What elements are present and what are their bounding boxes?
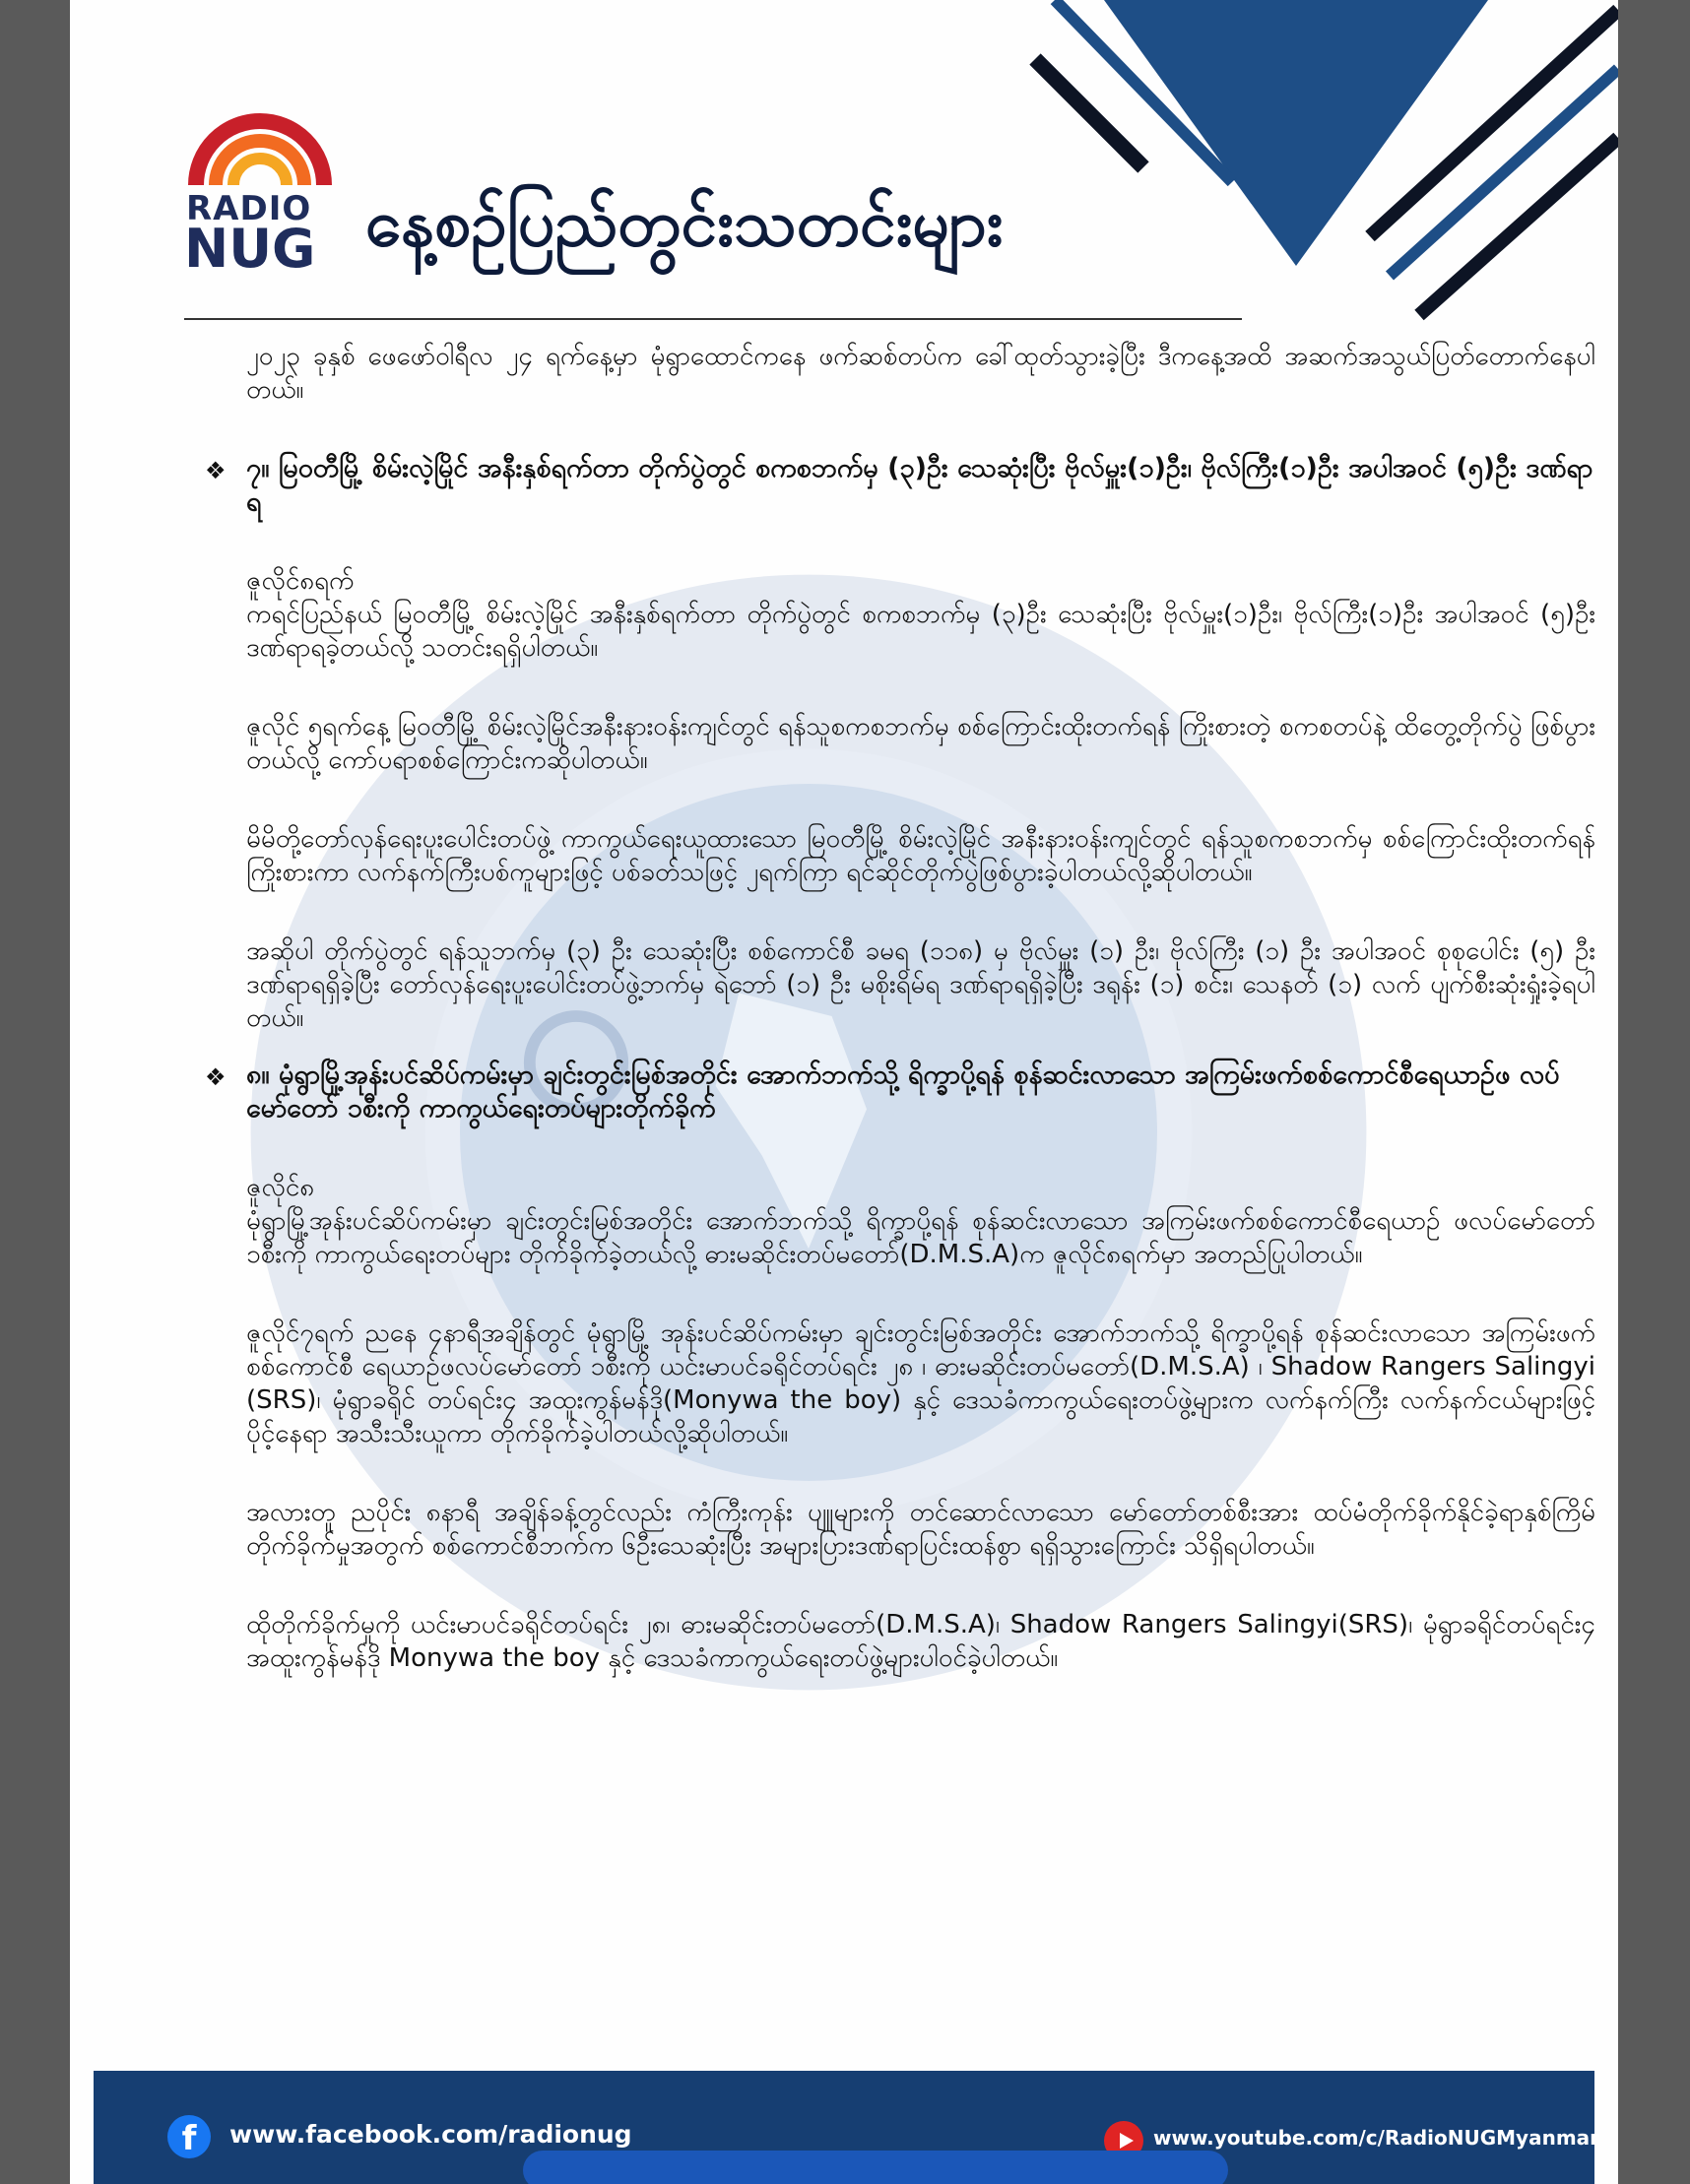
story-7-paragraph-2: ဇူလိုင် ၅ရက်နေ့ မြဝတီမြို့ စိမ်းလဲ့မြိုင်အနီးနားဝန်းကျင်တွင် ရန်သူစကစဘက်မှ စစ်ကြောင်းထိုးတက်ရန် ကြိုးစားတဲ့ စကစတပ်နဲ့ ထိတွေ့တိုက်ပွဲ ဖြစ်ပွားတယ်လို့ ကော်ပရာစစ်ကြောင်းကဆိုပါတယ်။ [246,712,1595,775]
story-8-heading: ၈။ မုံရွာမြို့အုန်းပင်ဆိပ်ကမ်းမှာ ချင်းတွင်းမြစ်အတိုင်း အောက်ဘက်သို့ ရိက္ခာပို့ရန် စုန်ဆင်းလာသော အကြမ်းဖက်စစ်ကောင်စီရေယာဉ်ဖ လပ်မော်တော် ၁စီးကို ကာကွယ်ရေးတပ်များတိုက်ခိုက် [246,1060,1560,1124]
bullet-icon: ❖ [205,457,227,484]
news-content [205,340,1595,1675]
title-divider [184,318,1242,320]
youtube-link[interactable]: www.youtube.com/c/RadioNUGMyanmar [1153,2126,1600,2150]
facebook-icon[interactable]: f [167,2115,211,2158]
story-heading [205,1059,1595,1125]
story-8-date: ဇူလိုင်၈ [246,1173,315,1202]
story-8-paragraph-4: ထိုတိုက်ခိုက်မှုကို ယင်းမာပင်ခရိုင်တပ်ရင်း ၂၈၊ ဓားမဆိုင်းတပ်မတော်(D.M.S.A)၊ Shadow Rangers Salingyi(SRS)၊ မုံရွာခရိုင်တပ်ရင်း၄ အထူးကွန်မန်ဒို Monywa the boy နှင့် ဒေသခံကာကွယ်ရေးတပ်ဖွဲ့များပါဝင်ခဲ့ပါတယ်။ [246,1610,1595,1673]
facebook-link[interactable]: www.facebook.com/radionug [229,2120,632,2149]
page-title: နေ့စဉ်ပြည်တွင်းသတင်းများ [365,185,1004,261]
story-heading [205,452,1595,519]
header-decoration [956,0,1618,325]
story-7-paragraph-4: အဆိုပါ တိုက်ပွဲတွင် ရန်သူဘက်မှ (၃) ဦး သေဆုံးပြီး စစ်ကောင်စီ ခမရ (၁၁၈) မှ ဗိုလ်မှူး (၁) ဦး၊ ဗိုလ်ကြီး (၁) ဦး အပါအဝင် စုစုပေါင်း (၅) ဦး ဒဏ်ရာရရှိခဲ့ပြီး တော်လှန်ရေးပူးပေါင်းတပ်ဖွဲ့ဘက်မှ ရဲဘော် (၁) ဦး မစိုးရိမ်ရ ဒဏ်ရာရရှိခဲ့ပြီး ဒရုန်း (၁) စင်း၊ သေနတ် (၁) လက် ပျက်စီးဆုံးရှုံးခဲ့ရပါတယ်။ [246,936,1595,1033]
story-8-paragraph-3: အလားတူ ညပိုင်း ၈နာရီ အချိန်ခန့်တွင်လည်း ကံကြီးကုန်း ပျူများကို တင်ဆောင်လာသော မော်တော်တစ်စီးအား ထပ်မံတိုက်ခိုက်နိုင်ခဲ့ရာနှစ်ကြိမ်တိုက်ခိုက်မှုအတွက် စစ်ကောင်စီဘက်က ၆ဦးသေဆုံးပြီး အများပြားဒဏ်ရာပြင်းထန်စွာ ရရှိသွားကြောင်း သိရှိရပါတယ်။ [246,1498,1595,1561]
story-8-paragraph-2: ဇူလိုင်၇ရက် ညနေ ၄နာရီအချိန်တွင် မုံရွာမြို့ အုန်းပင်ဆိပ်ကမ်းမှာ ချင်းတွင်းမြစ်အတိုင်း အောက်ဘက်သို့ ရိက္ခာပို့ရန် စုန်ဆင်းလာသော အကြမ်းဖက်စစ်ကောင်စီ ရေယာဉ်ဖလပ်မော်တော် ၁စီးကို ယင်းမာပင်ခရိုင်တပ်ရင်း ၂၈ ၊ ဓားမဆိုင်းတပ်မတော်(D.M.S.A) ၊ Shadow Rangers Salingyi (SRS)၊ မုံရွာခရိုင် တပ်ရင်း၄ အထူးကွန်မန်ဒို(Monywa the boy) နှင့် ဒေသခံကာကွယ်ရေးတပ်ဖွဲ့များက လက်နက်ကြီး လက်နက်ငယ်များဖြင့် ပိုင့်နေရာ အသီးသီးယူကာ တိုက်ခိုက်ခဲ့ပါတယ်လို့ဆိုပါတယ်။ [246,1318,1595,1448]
story-7-heading: ၇။ မြဝတီမြို့ စိမ်းလဲ့မြိုင် အနီးနှစ်ရက်တာ တိုက်ပွဲတွင် စကစဘက်မှ (၃)ဦး သေဆုံးပြီး ဗိုလ်မှူး(၁)ဦး၊ ဗိုလ်ကြီး(၁)ဦး အပါအဝင် (၅)ဦး ဒဏ်ရာရ [246,453,1593,517]
news-page [70,0,1618,2184]
bullet-icon: ❖ [205,1063,227,1091]
story-8-paragraph-1: မုံရွာမြို့အုန်းပင်ဆိပ်ကမ်းမှာ ချင်းတွင်းမြစ်အတိုင်း အောက်ဘက်သို့ ရိက္ခာပို့ရန် စုန်ဆင်းလာသော အကြမ်းဖက်စစ်ကောင်စီရေယာဉ် ဖလပ်မော်တော် ၁စီးကို ကာကွယ်ရေးတပ်များ တိုက်ခိုက်ခဲ့တယ်လို့ ဓားမဆိုင်းတပ်မတော်(D.M.S.A)က ဇူလိုင်၈ရက်မှာ အတည်ပြုပါတယ်။ [246,1206,1595,1269]
logo-radio-text: RADIO [186,189,312,228]
story-7-date: ဇူလိုင်၈ရက် [246,566,355,596]
story-7-paragraph-3: မိမိတို့တော်လှန်ရေးပူးပေါင်းတပ်ဖွဲ့ ကာကွယ်ရေးယူထားသော မြဝတီမြို့ စိမ်းလဲ့မြိုင် အနီးနားဝန်းကျင်တွင် ရန်သူစကစဘက်မှ စစ်ကြောင်းထိုးတက်ရန်ကြိုးစားကာ လက်နက်ကြီးပစ်ကူများဖြင့် ပစ်ခတ်သဖြင့် ၂ရက်ကြာ ရင်ဆိုင်တိုက်ပွဲဖြစ်ပွားခဲ့ပါတယ်လို့ဆိုပါတယ်။ [246,824,1595,887]
logo-nug-text: NUG [184,218,316,280]
intro-paragraph: ၂၀၂၃ ခုနှစ် ဖေဖော်ဝါရီလ ၂၄ ရက်နေ့မှာ မုံရွာထောင်ကနေ ဖက်ဆစ်တပ်က ခေါ်ထုတ်သွားခဲ့ပြီး ဒီကနေ့အထိ အဆက်အသွယ်ပြတ်တောက်နေပါတယ်။ [246,342,1595,405]
story-7-paragraph-1: ကရင်ပြည်နယ် မြဝတီမြို့ စိမ်းလဲ့မြိုင် အနီးနှစ်ရက်တာ တိုက်ပွဲတွင် စကစဘက်မှ (၃)ဦး သေဆုံးပြီး ဗိုလ်မှူး(၁)ဦး၊ ဗိုလ်ကြီး(၁)ဦး အပါအဝင် (၅)ဦး ဒဏ်ရာရခဲ့တယ်လို့ သတင်းရရှိပါတယ်။ [246,600,1595,663]
footer-accent-bar [523,2151,1228,2184]
